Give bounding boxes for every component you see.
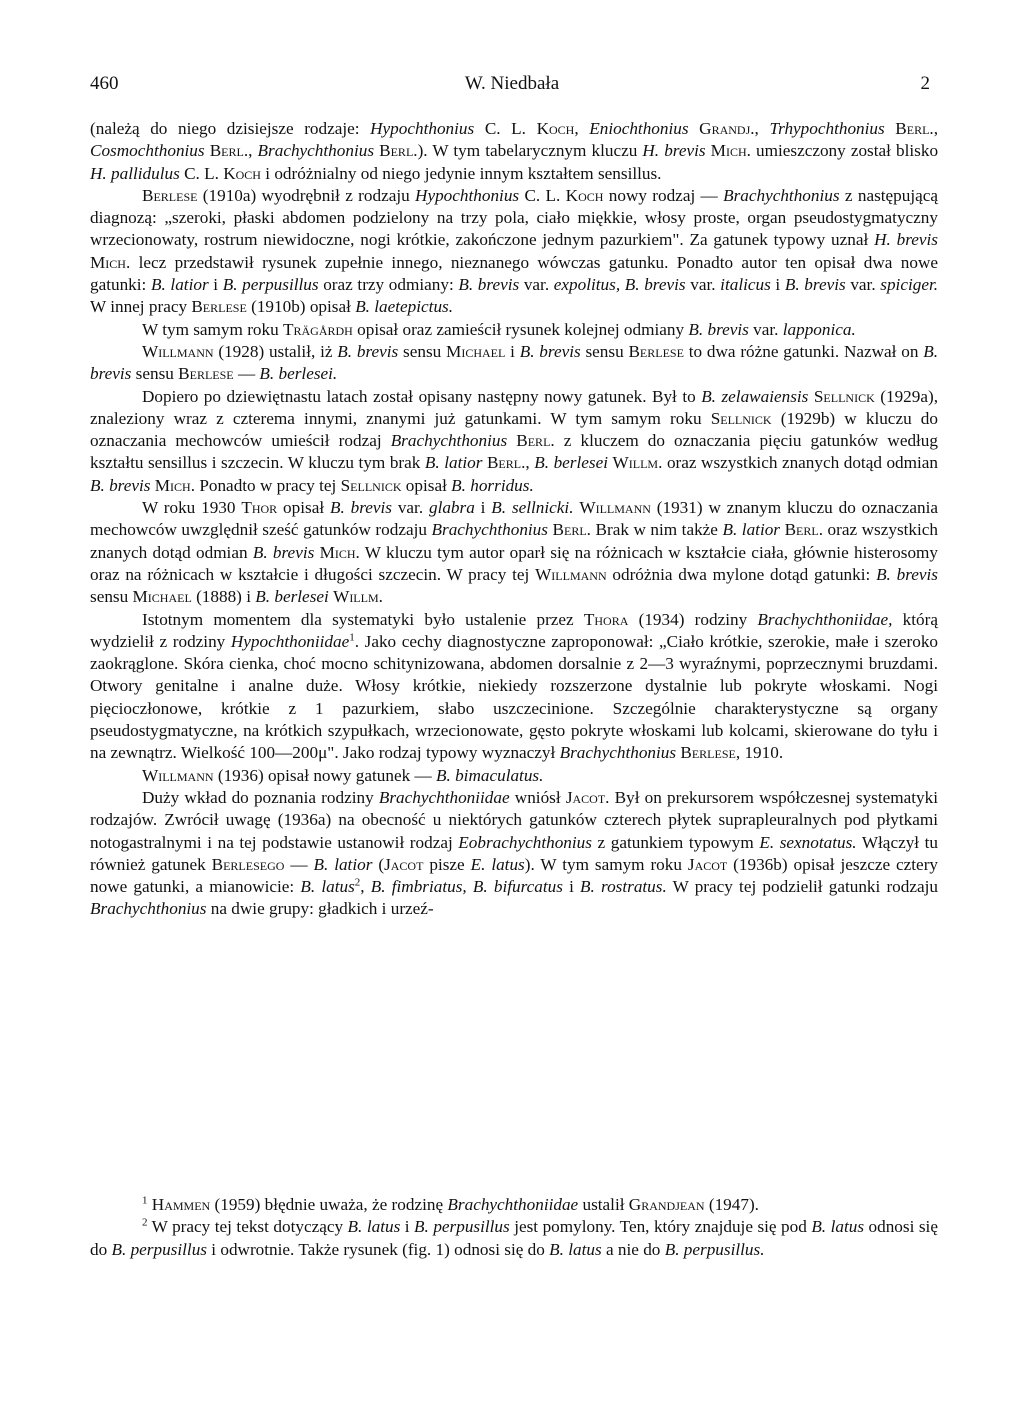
- footnote-marker: 2: [354, 876, 361, 889]
- body-text: [90, 118, 938, 921]
- paragraph: Istotnym momentem dla systematyki było ustalenie przez Thora (1934) rodziny Brachychthoniidae, którą wydzielił z rodziny Hypochthoniidae$^1$. Jako cechy diagnostyczne zaproponował: „Ciało krótkie, szerokie, małe i szeroko zaokrąglone. Skóra cienka, choć mocno schitynizowana, abdomen dorsalnie z 2—3 wyraźnymi, poprzecznymi bruzdami. Otwory genitalne i analne duże. Włosy krótkie, niekiedy rozszerzone dystalnie lub pokryte włoskami. Nogi pięcioczłonowe, krótkie z 1 pazurkiem, słabo uszczecinione. Szczególnie charakterystyczne są organy pseudostygmatyczne, na krótkich szypułkach, wrzecionowate, gęsto pokryte włoskami lub kolcami, skierowane do tyłu i na zewnątrz. Wielkość 100—200μ". Jako rodzaj typowy wyznaczył Brachychthonius Berlese, 1910.: [90, 609, 939, 763]
- italic-run: Trhypochthonius: [769, 119, 885, 138]
- italic-run: E. sexnotatus.: [759, 832, 857, 852]
- small-caps-run: Berlese: [142, 185, 198, 205]
- italic-run: B. horridus.: [451, 475, 534, 495]
- paragraph: Willmann (1936) opisał nowy gatunek — B. bimaculatus.: [142, 765, 544, 785]
- small-caps-run: Michael: [132, 587, 192, 607]
- small-caps-run: Koch: [565, 185, 604, 205]
- italic-run: B. berlesei.: [259, 364, 338, 384]
- italic-run: expolitus, B. brevis: [553, 275, 686, 295]
- italic-run: Brachychthonius: [559, 743, 677, 763]
- small-caps-run: Sellnick: [813, 386, 875, 406]
- italic-run: B. brevis: [688, 319, 749, 339]
- italic-run: Brachychthoniidae,: [757, 609, 893, 629]
- page-number: 460: [90, 73, 119, 94]
- italic-run: glabra: [428, 498, 475, 518]
- italic-run: lapponica.: [782, 319, 856, 339]
- small-caps-run: Willmann: [142, 341, 214, 361]
- italic-run: Hypochthoniidae: [230, 631, 350, 651]
- small-caps-run: Mich.: [90, 252, 131, 272]
- italic-run: B. latus: [549, 1239, 602, 1259]
- small-caps-run: Thora: [583, 609, 629, 629]
- small-caps-run: Berl.: [784, 520, 823, 540]
- small-caps-run: Willmann: [579, 498, 651, 518]
- small-caps-run: Berl.: [379, 141, 418, 161]
- italic-run: B. latus: [347, 1217, 401, 1237]
- italic-run: B. brevis: [252, 542, 315, 562]
- footnote-marker: 1: [142, 1194, 148, 1207]
- italic-run: B. brevis: [458, 275, 520, 295]
- footnote-2: $^2$ W pracy tej tekst dotyczący B. latus i B. perpusillus jest pomylony. Ten, który znajduje się pod B. latus odnosi się do B. perpusillus i odwrotnie. Także rysunek (fig. 1) odnosi się do B. latus a nie do B. perpusillus.: [90, 1216, 938, 1259]
- small-caps-run: Koch: [223, 163, 261, 183]
- small-caps-run: Berl.: [516, 431, 555, 451]
- italic-run: B. brevis: [90, 475, 151, 495]
- italic-run: B. latior: [722, 520, 781, 540]
- italic-run: B. brevis: [784, 275, 846, 295]
- small-caps-run: Willmann: [142, 765, 214, 785]
- sheet-mark: 2: [920, 73, 930, 94]
- italic-run: Brachychthonius: [90, 899, 207, 919]
- italic-run: B. brevis: [329, 498, 392, 518]
- small-caps-run: Berl.: [895, 119, 934, 138]
- small-caps-run: Berlese: [191, 297, 247, 317]
- paragraph: Duży wkład do poznania rodziny Brachychthoniidae wniósł Jacot. Był on prekursorem współczesnej systematyki rodzajów. Zwrócił uwagę (1936a) na obecność u niektórych gatunków czterech płytek suprapleuralnych pod płytkami notogastralnymi i na tej podstawie ustanowił rodzaj Eobrachychthonius z gatunkiem typowym E. sexnotatus. Włączył tu również gatunek Berlesego — B. latior (Jacot pisze E. latus). W tym samym roku Jacot (1936b) opisał jeszcze cztery nowe gatunki, a mianowicie: B. latus$^2$, B. fimbriatus, B. bifurcatus i B. rostratus. W pracy tej podzielił gatunki rodzaju Brachychthonius na dwie grupy: gładkich i urzeź-: [90, 787, 939, 919]
- small-caps-run: Koch: [536, 119, 575, 138]
- small-caps-run: Sellnick: [340, 475, 402, 495]
- small-caps-run: Berlesego: [211, 854, 285, 874]
- italic-run: Hypochthonius: [415, 185, 520, 205]
- small-caps-run: Michael: [446, 341, 506, 361]
- small-caps-run: Willm.: [333, 587, 383, 607]
- paragraph: Dopiero po dziewiętnastu latach został opisany następny nowy gatunek. Był to B. zelawaiensis Sellnick (1929a), znaleziony wraz z czterema innymi, znanymi już gatunkami. W tym samym roku Sellnick (1929b) w kluczu do oznaczania mechowców umieścił rodzaj Brachychthonius Berl. z kluczem do oznaczania pięciu gatunków według kształtu sensillus i szczecin. W kluczu tym brak B. latior Berl., B. berlesei Willm. oraz wszystkich znanych dotąd odmian B. brevis Mich. Ponadto w pracy tej Sellnick opisał B. horridus.: [90, 386, 939, 495]
- italic-run: E. latus: [470, 854, 525, 874]
- small-caps-run: Jacot.: [565, 787, 610, 807]
- small-caps-run: Thor: [241, 498, 278, 518]
- italic-run: B. latior: [313, 854, 373, 874]
- italic-run: Brachychthonius: [257, 141, 375, 161]
- paragraph: W tym samym roku Trägårdh opisał oraz zamieścił rysunek kolejnej odmiany B. brevis var. lapponica.: [142, 319, 856, 339]
- small-caps-run: Grandj.: [699, 119, 755, 138]
- small-caps-run: Willmann: [535, 564, 607, 584]
- italic-run: Brachychthoniidae: [447, 1195, 579, 1214]
- small-caps-run: Jacot: [384, 854, 424, 874]
- italic-run: spiciger.: [880, 275, 939, 295]
- italic-run: Brachychthoniidae: [378, 787, 510, 807]
- paragraph: W roku 1930 Thor opisał B. brevis var. glabra i B. sellnicki. Willmann (1931) w znanym kluczu do oznaczania mechowców uwzględnił sześć gatunków rodzaju Brachychthonius Berl. Brak w nim także B. latior Berl. oraz wszystkich znanych dotąd odmian B. brevis Mich. W kluczu tym autor oparł się na różnicach w kształcie ciała, głównie histerosomy oraz na różnicach w kształcie i długości szczecin. W pracy tej Willmann odróżnia dwa mylone dotąd gatunki: B. brevis sensu Michael (1888) i B. berlesei Willm.: [90, 498, 939, 607]
- small-caps-run: Berl.: [209, 141, 249, 161]
- small-caps-run: Mich.: [154, 475, 196, 495]
- italic-run: Eobrachychthonius: [458, 832, 592, 852]
- italic-run: B. brevis: [876, 564, 938, 584]
- paragraph: Willmann (1928) ustalił, iż B. brevis sensu Michael i B. brevis sensu Berlese to dwa różne gatunki. Nazwał on B. brevis sensu Berlese — B. berlesei.: [90, 341, 939, 384]
- running-title: W. Niedbała: [464, 73, 560, 94]
- italic-run: Eniochthonius: [589, 119, 689, 138]
- small-caps-run: Berlese: [178, 364, 234, 384]
- small-caps-run: Sellnick: [710, 408, 772, 428]
- italic-run: B. perpusillus: [414, 1217, 510, 1237]
- italic-run: B. brevis: [90, 341, 939, 384]
- italic-run: B. brevis: [519, 341, 581, 361]
- italic-run: Cosmochthonius: [90, 141, 205, 161]
- italic-run: Brachychthonius: [431, 520, 548, 540]
- small-caps-run: Hammen: [151, 1195, 211, 1214]
- italic-run: B. perpusillus: [222, 275, 319, 295]
- italic-run: Brachychthonius: [390, 431, 508, 451]
- italic-run: italicus: [720, 275, 771, 295]
- italic-run: B. rostratus.: [580, 877, 667, 897]
- paragraph: (należą do niego dzisiejsze rodzaje: Hypochthonius C. L. Koch, Eniochthonius Grandj., Trhypochthonius Berl., Cosmochthonius Berl., Brachychthonius Berl.). W tym tabelarycznym kluczu H. brevis Mich. umieszczony został blisko H. pallidulus C. L. Koch i odróżnialny od niego jedynie innym kształtem sensillus.: [90, 119, 939, 183]
- small-caps-run: Berl.: [552, 520, 591, 540]
- paragraph: Berlese (1910a) wyodrębnił z rodzaju Hypochthonius C. L. Koch nowy rodzaj — Brachychthonius z następującą diagnozą: „szeroki, płaski abdomen podzielony na trzy pola, ciało miękkie, włosy proste, organ pseudostygmatyczny wrzecionowaty, rostrum niewidoczne, nogi krótkie, zakończone jednym pazurkiem". Za gatunek typowy uznał H. brevis Mich. lecz przedstawił rysunek zupełnie innego, nieznanego wówczas gatunku. Ponadto autor ten opisał dwa nowe gatunki: B. latior i B. perpusillus oraz trzy odmiany: B. brevis var. expolitus, B. brevis var. italicus i B. brevis var. spiciger. W innej pracy Berlese (1910b) opisał B. laetepictus.: [90, 185, 939, 317]
- small-caps-run: Berl.: [486, 453, 526, 473]
- italic-run: B. latus: [811, 1217, 865, 1237]
- italic-run: Hypochthonius: [370, 119, 475, 138]
- page-header: [90, 72, 934, 96]
- small-caps-run: Grandjean: [628, 1195, 705, 1214]
- small-caps-run: Willm.: [612, 453, 663, 473]
- italic-run: B. perpusillus.: [664, 1239, 765, 1259]
- small-caps-run: Mich.: [319, 542, 360, 562]
- italic-run: B. berlesei: [255, 587, 329, 607]
- small-caps-run: Mich.: [710, 141, 751, 161]
- italic-run: H. brevis: [874, 230, 938, 250]
- italic-run: H. brevis: [642, 141, 706, 161]
- footnote-1: $^1$ Hammen (1959) błędnie uważa, że rodzinę Brachychthoniidae ustalił Grandjean (1947).: [142, 1194, 759, 1214]
- italic-run: B. latus: [300, 877, 355, 897]
- small-caps-run: Jacot: [687, 854, 728, 874]
- italic-run: B. zelawaiensis: [701, 386, 809, 406]
- footnote-marker: 1: [349, 631, 355, 644]
- footnotes: [90, 1194, 938, 1261]
- italic-run: B. latior: [150, 275, 209, 295]
- italic-run: Brachychthonius: [723, 185, 840, 205]
- italic-run: B. laetepictus.: [355, 297, 454, 317]
- italic-run: B. sellnicki.: [491, 498, 574, 518]
- italic-run: B. bimaculatus.: [436, 765, 544, 785]
- footnote-marker: 2: [142, 1216, 148, 1229]
- italic-run: B. brevis: [337, 341, 399, 361]
- italic-run: B. latior: [424, 453, 483, 473]
- italic-run: B. perpusillus: [111, 1239, 207, 1259]
- italic-run: B. berlesei: [534, 453, 608, 473]
- italic-run: B. fimbriatus, B. bifurcatus: [370, 877, 563, 897]
- small-caps-run: Berlese: [628, 341, 684, 361]
- italic-run: H. pallidulus: [90, 163, 180, 183]
- small-caps-run: Berlese: [680, 743, 736, 763]
- small-caps-run: Trägårdh: [283, 319, 353, 339]
